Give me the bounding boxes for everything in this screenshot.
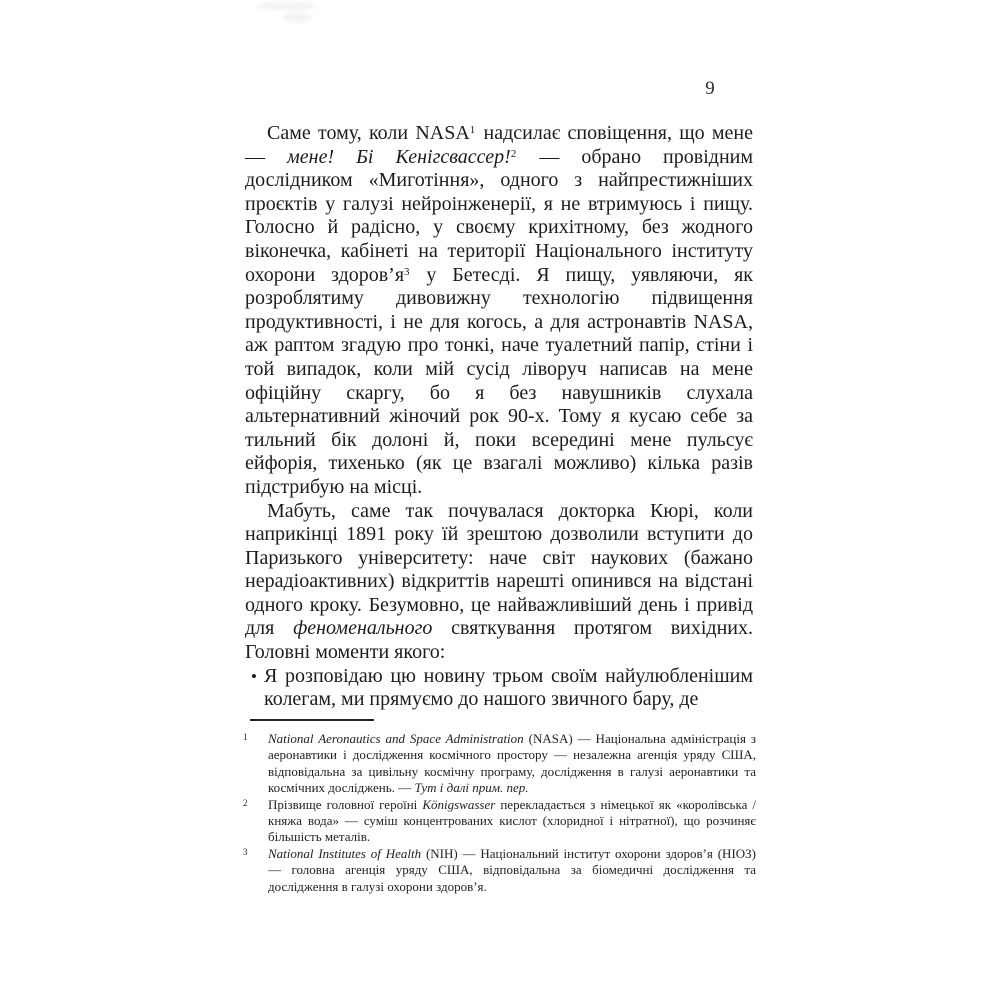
footnote xyxy=(242,797,756,846)
text-run: надсилає сповіщення, що мене — xyxy=(245,122,753,168)
text-run: святкування протягом вихідних. Головні моменти якого: xyxy=(245,617,753,664)
text-run: Я розповідаю цю новину трьом своїм найулюбленішим колегам, ми прямуємо до нашого звичного бару, де xyxy=(264,664,753,711)
footnote xyxy=(242,846,756,895)
footnotes xyxy=(242,731,756,895)
bullet-marker: • xyxy=(251,666,257,686)
bullet-item xyxy=(245,665,753,712)
text-run: Мабуть, саме так почувалася докторка Кюрі, коли наприкінці 1891 року їй зрештою дозволили вступити до Паризького університету: наче світ наукових (бажано нерадіоактивних) відкриттів нарешті опинився на відстані одного кроку. Безумовно, це найважливіший день і привід для xyxy=(245,499,753,640)
text-run: — обрано провідним дослідником «Миготіння», одного з найпрестижніших проєктів у галузі нейроінженерії, я не втримуюсь і пищу. Голосно й радісно, у своєму крихітному, без жодного віконечка, кабінеті на території Національного інституту охорони здоров’я xyxy=(245,145,754,286)
footnote-marker: 1 xyxy=(243,732,248,742)
text-run: перекладається з німецької як «королівська / княжа вода» — суміш концентрованих кислот (хлоридної і нітратної), що розчиняє більшість металів. xyxy=(268,796,757,845)
footnote xyxy=(242,731,756,797)
page-number: 9 xyxy=(705,78,715,99)
body-text xyxy=(245,122,753,712)
italic-run: National Aeronautics and Space Administration xyxy=(268,731,524,746)
italic-run: Тут і далі прим. пер. xyxy=(414,780,529,796)
italic-run: Königswasser xyxy=(422,796,496,812)
footnote-divider xyxy=(250,719,374,721)
footnote-marker: 3 xyxy=(243,846,248,857)
text-run: (NIH) — Національний інститут охорони здоров’я (НІОЗ) — головна агенція уряду США, відповідальна за біомедичні дослідження та дослідження в галузі охорони здоров’я. xyxy=(268,845,757,894)
scan-artifact xyxy=(282,13,312,22)
bullet-text xyxy=(264,665,753,712)
footnote-ref: 2 xyxy=(510,147,518,160)
paragraph xyxy=(245,500,753,665)
italic-run: мене! Бі Кенігсвассер! xyxy=(287,145,511,168)
footnote-ref: 3 xyxy=(404,265,411,278)
footnote-ref: 1 xyxy=(469,124,477,136)
text-run: Саме тому, коли NASA xyxy=(267,122,470,144)
scan-artifact xyxy=(255,2,317,10)
text-run: у Бетесді. Я пищу, уявляючи, як розроблятиму дивовижну технологію підвищення продуктивності, і не для когось, а для астронавтів NASA, аж раптом згадую про тонкі, наче туалетний папір, стіни і той випадок, коли мій сусід ліворуч написав на мене офіційну скаргу, бо я без навушників слухала альтернативний жіночий рок 90-х. Тому я кусаю себе за тильний бік долоні й, поки всередині мене пульсує ейфорія, тихенько (як це взагалі можливо) кілька разів підстрибую на місці. xyxy=(245,263,753,498)
footnote-marker: 2 xyxy=(243,797,248,808)
text-run: (NASA) — Національна адміністрація з аеронавтики і дослідження космічного простору — незалежна агенція уряду США, відповідальна за цивільну космічну програму, дослідження в галузі аеронавтики та космічних досліджень. — xyxy=(268,731,756,796)
italic-run: National Institutes of Health xyxy=(268,845,422,861)
paragraph xyxy=(245,122,753,500)
italic-run: феноменального xyxy=(293,617,433,640)
text-run: Прізвище головної героїні xyxy=(268,796,423,812)
